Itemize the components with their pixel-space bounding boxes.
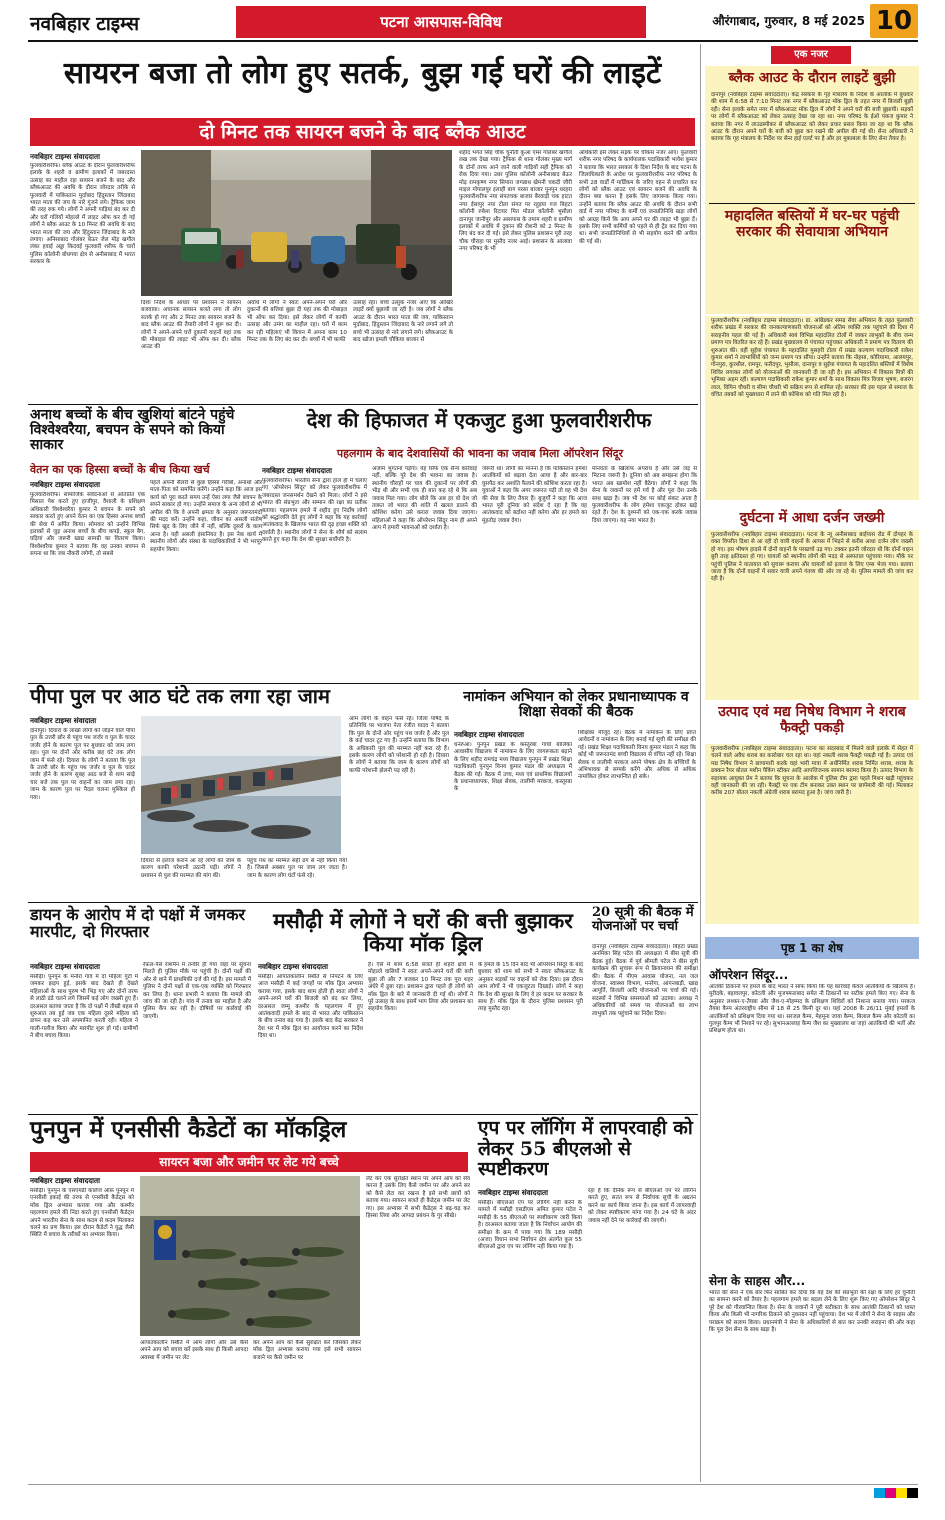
masaurhi-body-col2: है। ऐसे में शाम 6:58 बजते ही शहरी क्षेत्रों में मोहल्ले वासियों ने स्वतः अपने-अपने घरों की बत्ती बुझा ली और 7 बजकर 10 मिनट तक पूरा शहर अंधेरे में डूबा रहा। प्रशासन द्वारा पहले ही लोगों को मॉक ड्रिल के बारे में जानकारी दी गई थी। लोगों ने पूरे उत्साह के साथ इसमें भाग लिया और प्रशासन का सहयोग किया। [368, 962, 473, 1013]
witch-body-col2: रेफ़ल-पेस राशमैन में तन्वीर ही गया जहां पर सूचना मिलते ही पुलिस मौके पर पहुंची है। दोनों पक्षों की ओर से थाने में प्राथमिकी दर्ज की गई है। इस मामले में पुलिस ने दोनों पक्षों से एक-एक व्यक्ति को गिरफ्तार कर लिया है। थाना प्रभारी ने बताया कि मामले की जांच की जा रही है। गांव में तनाव का माहौल है और पुलिस कैंप कर रही है। दोषियों पर कार्रवाई की जाएगी। [143, 962, 251, 1020]
bridge-photo-jam [141, 716, 341, 854]
bridge-body-col1: दानापुर। दियारा के लाखों लोगों को जोड़ने वाले पीपा पुल के उत्तरी छोर से पहुंच पथ जर्जर व पुल के चादर जर्जर होने के कारण पुल पर बुधवार को जाम लगा रहा। पुल पर दोनों ओर करीब छह घंटे तक लोग जाम में फंसे रहे। दियारा के लोगों ने बताया कि पुल के उत्तरी छोर के पहुंच पथ जर्जर व पुल के चादर जर्जर होने के कारण सुबह आठ बजे से शाम साढ़े चार बजे तक पुल पर वाहनों का जाम लगा रहा। जाम के कारण पुल पर पैदल चलना मुश्किल हो गया। [30, 728, 135, 801]
ncc-byline: नवबिहार टाइम्स संवाददाता [30, 1176, 100, 1185]
cyan-swatch [874, 1488, 885, 1498]
masaurhi-byline: नवबिहार टाइम्स संवाददाता [258, 962, 328, 971]
twenty-point-body: दानापुर (नवबिहार टाइम्स संवाददाता)। बिहटा प्रखंड अनमिका सिंह पटेल की अध्यक्षता में बीस सूत्री की बैठक हुई। बैठक में पूर्व श्रीमती पटेल ने बीस सूत्री कार्यक्रम की सुचारू रूप से क्रियान्वयन की समीक्षा की। बैठक में पीएम आवास योजना, नल जल योजना, स्वास्थ्य विभाग, मनरेगा, आंगनबाड़ी, खाद्य आपूर्ति, बिजली आदि योजनाओं पर चर्चा की गई। सदस्यों ने विभिन्न समस्याओं को उठाया। अध्यक्ष ने अधिकारियों को समय पर योजनाओं का लाभ लाभुकों तक पहुंचाने का निर्देश दिया। [592, 944, 698, 1017]
masaurhi-body-col1: मसौढ़ी। आपातकालीन स्थिति से निपटने के लिए आज मसौढ़ी में कई जगहों पर मॉक ड्रिल अभ्यास कराया गया, इसके बाद शाम होती ही स्वतः लोगों ने अपने-अपने घरों की बिजली को बंद कर लिया, दरअसल जम्मू कश्मीर के पहलगाम में हुए आतंकवादी हमले के बाद से भारत और पाकिस्तान के बीच तनाव बढ़ गया है। इसके बाद केंद्र सरकार ने देश भर में मॉक ड्रिल का आयोजन करने का निर्देश दिया था। [258, 974, 363, 1040]
enrolment-body-col1: धनरुआ। पुनपुन प्रखंड के कस्तूरबा गांधी बालिका आवासीय विद्यालय में नामांकन के लिए जागरूकता बढ़ाने के लिए शहीद रामचंद्र मध्य विद्यालय पुनपुन में प्रखंड शिक्षा पदाधिकारी पुनपुन विनय कुमार मंडल की अध्यक्षता में बैठक की गई। बैठक में उच्च, मध्य एवं प्राथमिक विद्यालयों के प्रधानाध्यापक, शिक्षा सेवक, तालीमी मरकज, कस्तूरबा के [454, 742, 572, 793]
ncc-subhead: सायरन बजा और जमीन पर लेट गये बच्चे [30, 1152, 468, 1172]
lead-body-col1: फुलवारीशरीफ। ब्लैक आउट के दौरान फुलवारीशरीफ इलाके के शहरी व ग्रामीण इलाकों में जबरदस्त उत्साह का माहौल रहा सायरन बजने के बाद और ब्लैकआउट की अवधि के दौरान जोरदार तरीके से फुलवारी में पाकिस्तान मुर्दाबाद हिंदुस्तान जिंदाबाद भारत माता की जय के नारे गूंजने लगे। ट्रैफिक जाम की तरह रुक गये। लोगों ने अपनी गाड़ियां बंद कर दी और घरों गलियों मोहल्ले में लाइट ऑफ कर दी गई लोगों ने ब्लैक आउट के 10 मिनट की अवधि के बाद भारत माता की जय और हिंदुस्तान जिंदाबाद के नारे लगाए। अनिसाबाद गोलंबर बेऊर जेल मोड़ खगौल लंका हवाई अड्डा किदवई फुलवारी शरीफ के चारों पुलिस कॉलोनी बोधगया क्षेत्र से अनीसाबाद में भारत सरकार के [30, 163, 135, 266]
continued-story-1-headline: ऑपरेशन सिंदूर... [709, 968, 789, 982]
sidebar-story-liquor-headline: उत्पाद एवं मद्य निषेध विभाग ने शराब फैक्ट्री पकड़ी [718, 704, 906, 737]
sidebar-story-liquor-body: फुलवारीशरीफ (नवबिहार टाइम्स संवाददाता)। पटना का सदरबाद में मिलने वाले इलाके में सेहत में चलने वाले अवैध शराब का कारोबार चल रहा था। यहां नकली शराब फैक्ट्री पकड़ी गई है। उत्पाद एवं मद्य निषेध विभाग ने छापामारी करके वहां भारी मात्रा में अर्धनिर्मित शराब निर्मित शराब, शराब के ढक्कन रैपर बोतल मशीन पैकिंग स्टीकर आदि आपत्तिजनक सामान बरामद किया है। उत्पाद विभाग के सहायक आयुक्त प्रेम ने बताया कि सूचना के आलोक में पुलिस टीम द्वारा पहले मिशन खड़ी पहुंचकर वहीं जानकारी की जा रही। फैक्ट्री पर एक टीम बनाकर उक्त स्थान पर छापेमारी की गई। मिलाकर करीब 207 बोतल नकली अंग्रेजी शराब बरामद हुआ है। जांच जारी है। [705, 744, 919, 924]
ncc-body-col1: मसौढ़ी। पुनपुन के एसएमडी कॉलेज ऑफ़ पुनपुन में एनसीसी इकाई की तरफ से एनसीसी कैडेट्स को मॉक ड्रिल अभ्यास कराया गया और कश्मीर पहलगाम हमले की निंदा करते हुए एनसीसी कैडेट्स अपने भारतीय सेना के साथ कदम से कदम मिलाकर चलने का प्रण किया। इस दौरान कैडेटों ने युद्ध जैसी स्थिति में बचाव के तरीकों का अभ्यास किया। [30, 1188, 134, 1239]
unity-headline: देश की हिफाजत में एकजुट हुआ फुलवारीशरीफ [306, 408, 652, 432]
bridge-body-col3: पहुंच पथ का मरम्मत सही ढंग से नहीं किया गया है। जिससे अक्सर पुल पर जाम लग जाता है। जाम के कारण लोग घंटों फंसे रहे। [247, 858, 347, 879]
lead-headline: सायरन बजा तो लोग हुए सतर्क, बुझ गई घरों की लाइटें [63, 56, 662, 91]
newspaper-brand: नवबिहार टाइम्स [30, 13, 140, 35]
sidebar-story-accident-headline: दुर्घटना में आधा दर्जन जख्मी [739, 510, 885, 526]
witch-headline: डायन के आरोप में दो पक्षों में जमकर मारपीट, दो गिरफ्तार [30, 905, 246, 942]
magenta-swatch [885, 1488, 896, 1498]
orphans-headline: अनाथ बच्चों के बीच खुशियां बांटने पहुंचे विश्वेश्वरैया, बचपन के सपने को किया साकार [30, 407, 235, 454]
lead-photo-traffic [141, 150, 452, 296]
bridge-body-col4: आम लोगों के वाहन फंसे रहे। जिला पार्षद के प्रतिनिधि पर भाजपा नेता रंजीत यादव ने बताया कि पुल के दोनों ओर पहुंच पथ जर्जर है और पुल के कई चादर टूट गए हैं। उन्होंने बताया कि विभाग के अधिकारी पुल की मरम्मत नहीं करा रहे हैं। इसके कारण लोगों को परेशानी हो रही है। दियारा के लोगों ने बताया कि जाम के कारण लोगों को काफी परेशानी झेलनी पड़ रही है। [349, 716, 449, 774]
yellow-swatch [896, 1488, 907, 1498]
blo-body-col2: रहा है कि दैनिक रूप से बीएलओ एप पर लॉगिन करते हुए, सतत रूप से निर्वाचक सूची के अद्यतन करने का कार्य किया जाना है। इस कार्य में लापरवाही को लेकर स्पष्टीकरण मांगा गया है। 24 घंटे के अंदर जवाब नहीं देने पर कार्रवाई की जाएगी। [588, 1188, 696, 1224]
orphans-body-col1: फुलवारीशरीफ। सामाजिक संवेदनाओं से ओतप्रोत एक मिसाल पेश करते हुए हाजीपुर, वैशाली के प्रशिक्षण अधिकारी विश्वेश्वरैया कुमार ने बचपन के सपने को साकार करते हुए अपने वेतन का एक हिस्सा अनाथ बच्चों की सेवा में अर्पित किया। सोमवार को उन्होंने विभिन्न इलाकों से जुड़ अनाथ बच्चों के बीच कपड़े, स्कूल बैग, घड़ियां और जरूरी खाद्य सामग्री का वितरण किया। विश्वेश्वरैया कुमार ने बताया कि वह उनका बचपन से सपना था कि जब नौकरी लगेगी, तो सबसे [30, 492, 145, 558]
bridge-body-col2: दियारा से इलाज कराने आ रहे लोगों को जाम के कारण काफी परेशानी उठानी पड़ी। लोगों ने प्रशासन से पुल की मरम्मत की मांग की। [141, 858, 241, 879]
orphans-body-col2: पहले अपनी सैलरी से कुछ हिस्सा गरीबों, अनाथों और माता-पिता को समर्पित करेंगे। उन्होंने कहा कि आज इस कार्य को पूरा करते समय उन्हें ऐसा लगा जैसे बचपन के सपने साकार हो गए। उन्होंने समाज के अन्य लोगों से भी अपील की कि वे अपनी क्षमता के अनुसार जरूरतमंदों की मदद करें। उन्होंने कहा, जीवन का असली संतोष सिर्फ खुद के लिए जीने में नहीं, बल्कि दूसरों के काम आना है। यही असली इंसानियत है। इस नेक कार्य में स्थानीय लोगों और संस्था के पदाधिकारियों ने भी भरपूर सहयोग किया। [150, 480, 262, 553]
masaurhi-headline: मसौढ़ी में लोगों ने घरों की बत्ती बुझाकर किया मॉक ड्रिल [273, 908, 573, 956]
unity-body-col3: जरूरी था। लोगों का मानना है कि पाकिस्तान हमेशा आतंकियों को बढ़ावा देता आया है और बार-बार घुसपैठ कर अशांति फैलाने की कोशिश करता रहा है। युवाओं ने कहा कि अगर जरूरत पड़ी तो वह भी देश की सेवा के लिए तैयार हैं। बुजुर्गों ने कहा कि आज भारत पूरी दुनिया को संदेश दे रहा है कि वह आतंकवाद को बर्दाश्त नहीं करेगा और हर हमले का मुंहतोड़ जवाब देगा। [482, 466, 587, 524]
orphans-byline: नवबिहार टाइम्स संवाददाता [30, 480, 100, 489]
divider [709, 203, 915, 204]
continued-story-2-body: भारत की सेना ने एक बार फिर साबित कर दिया कि वह देश की संप्रभुता की रक्षा के लिए हर चुनौती का सामना करने को तैयार है। पहलगाम हमले का बदला लेने के लिए शुरू किए गए ऑपरेशन सिंदूर ने पूरे देश को गौरवान्वित किया है। सेना के जवानों ने पूरी सटीकता के साथ आतंकी ठिकानों को ध्वस्त किया और किसी भी नागरिक ठिकाने को नुकसान नहीं पहुंचाया। देश भर में लोगों ने सेना के साहस और पराक्रम को सलाम किया। प्रधानमंत्री ने सेना के अधिकारियों से बात कर उनकी सराहना की और कहा कि पूरा देश सेना के साथ खड़ा है। [709, 1290, 915, 1334]
bridge-byline: नवबिहार टाइम्स संवादाता [30, 716, 97, 725]
lead-body-col3: अवधि में लोगों ने स्वतः अपने-अपने घरों और दुकानों की बत्तियां बुझा दी यहां तक की मोबाइल भी ऑफ कर दिया। इसे लेकर लोगों में काफी उत्साह और उमंग का माहौल रहा। घरों में काम कर रही महिलाएं भी किचन में अपना काम 10 मिनट तक के लिए बंद कर दी। बच्चों में भी काफी [247, 300, 347, 344]
continued-banner: पृष्ठ 1 का शेष [705, 937, 919, 959]
lead-body-col4: उत्साह रहा। बच्चे उत्सुक नजर आए कि आखिर लाइटें क्यों बुझायी जा रही है। जब लोगों ने ब्लैक आउट के दौरान भारत माता की जय, पाकिस्तान मुर्दाबाद, हिंदुस्तान जिंदाबाद के नारे लगाने लगे तो बच्चे भी उत्साह से नारे लगाने लगे। ब्लैकआउट के बाद खोजा इमली चौकिया बाजार से [353, 300, 453, 344]
sidebar-story-mahadalit-headline: महादलित बस्तियों में घर-घर पहुंची सरकार की सेवायात्रा अभियान [724, 208, 900, 241]
dateline: औरंगाबाद, गुरुवार, 8 मई 2025 [712, 14, 865, 28]
unity-byline: नवबिहार टाइम्स संवाददाता [262, 466, 332, 475]
unity-body-col1: फुलवारीशरीफ। भारतीय सेना द्वारा हाल ही में चलाए गए 'ऑपरेशन सिंदूर' को लेकर फुलवारीशरीफ में जबरदस्त जनसमर्थन देखने को मिला। लोगों ने इसे भारत की संप्रभुता और सम्मान की रक्षा का प्रतीक बताया। पहलगाम हमले में शहीद हुए निर्दोष लोगों को श्रद्धांजलि देते हुए लोगों ने कहा कि यह कार्रवाई आतंकवाद के खिलाफ भारत की दृढ़ इच्छा शक्ति को दर्शाती है। स्थानीय लोगों ने सेना के शौर्य को सलाम करते हुए कहा कि देश की सुरक्षा सर्वोपरि है। [262, 478, 367, 544]
enrolment-byline: नवबिहार टाइम्स संवाददाता [454, 730, 524, 739]
row-divider [28, 902, 698, 903]
sidebar-story-mahadalit-body: फुलवारीशरीफ (नवबिहार टाइम्स संवाददाता)। डा. आंबेडकर समग्र सेवा अभियान के तहत फुलवारी शरीफ प्रखंड में सरकार की जनकल्याणकारी योजनाओं को अंतिम व्यक्ति तक पहुंचाने की दिशा में सराहनीय पहल की गई है। अधिकारी स्वयं विभिन्न महादलित टोलों में जाकर लाभुकों के बीच जन्म प्रमाण पत्र वितरित कर रहे हैं। प्रखंड मुख्यालय से पंचायत पहुंचकर अधिकारी ने प्रमाण पत्र वितरण की शुरुआत की। वहीं सुईया पंचायत के महादलित मुसहरी टोला में प्रखंड कल्याण पदाधिकारी राकेश कुमार शर्मा ने लाभार्थियों को जन्म प्रमाण पत्र सौंपा। उन्होंने बताया कि नोहसा, कोरियामा, आलमपुर, गोनपुरा, कुरथौल, रामपुर, फरीदपुर, भुसौला, दानापुर व सुईया पंचायत के महादलित बस्तियों में विशेष शिविर लगाकर लोगों को योजनाओं की जानकारी दी जा रही है। इस अभियान में विकास मित्रों की भूमिका अहम रही। कल्याण पदाधिकारी राकेश कुमार शर्मा के साथ विकास मित्र विजय भूषण, बजरंग लाल, विपिन चौधरी व सीमा चौधरी भी सक्रिय रूप से शामिल रहे। सरकार की इस पहल से समाज के वंचित तबकों को मुख्यधारा में लाने की कोशिश को गति मिल रही है। [705, 316, 919, 500]
lead-byline: नवबिहार टाइम्स संवाददाता [30, 152, 100, 161]
sidebar-story-blackout-headline: ब्लैक आउट के दौरान लाइटें बुझी [728, 70, 896, 86]
blo-headline: एप पर लॉगिंग में लापरवाही को लेकर 55 बीएलओ से स्पष्टीकरण [478, 1117, 693, 1181]
twenty-point-headline: 20 सूत्री की बैठक में योजनाओं पर चर्चा [592, 905, 694, 935]
lead-body-col2: दिशा निर्देश के आधार पर प्रशासन ने सायरन बजवाया। अचानक सायरन बजते लगा तो लोग सतर्क हो गए और 2 मिनट तक सायरन बजने के बाद ब्लैक आउट की तैयारी लोगों ने शुरू कर दी। लोगों ने अपने-अपने घरों दुकानों वाहनों वहां तक की मोबाइल की लाइट भी ऑफ कर दी। ब्लैक आउट की [141, 300, 241, 351]
unity-body-col2: अंजाम भुगतना पड़ेगा। यह सिर्फ एक सैन्य कार्रवाई नहीं, बल्कि पूरे देश की भावना का जवाब है। स्थानीय चौराहों पर चाय की दुकानों पर लोगों की भीड़ थी और सभी एक ही बात कह रहे थे कि अब जवाब मिल गया। लोग बोले कि अब हर वो देश जो ताकत जो भारत की शांति में खलल डालने की कोशिश करेगा उसे करारा जवाब दिया जाएगा। महिलाओं ने कहा कि ऑपरेशन सिंदूर नाम ही अपने आप में हमारी भावनाओं को दर्शाता है। [372, 466, 477, 532]
bridge-headline: पीपा पुल पर आठ घंटे तक लगा रहा जाम [30, 684, 330, 708]
witch-body-col1: मसौढ़ी। पुनपुन के मनोरा गांव में दो महिला गुटों में जमकर झड़प हुई, इसके बाद देखते ही देखते महिलाओं के साथ पुरुष भी भिड़ गए और दोनों तरफ से लाठी डंडे चलने लगे जिसमें कई लोग जख्मी हुए हैं। दरअसल बताया जाता है कि दो पक्षों में तीखी बहस से शुरुआत तब हुई जब एक महिला दूसरे महिला को डायन कह कर उसे अपमानित करती रही। महिला ने गाली-गलौज किया और मारपीट शुरू हो गई। ग्रामीणों ने बीच बचाव किया। [30, 974, 138, 1040]
ncc-photo-drill [140, 1176, 360, 1336]
page-number-badge: 10 [870, 4, 918, 38]
color-registration-bar [874, 1488, 918, 1498]
black-swatch [907, 1488, 918, 1498]
row-divider [28, 404, 698, 405]
continued-story-2-headline: सेना के साहस और... [709, 1274, 806, 1288]
enrolment-body-col2: शिक्षिका मौजूद रहे। बैठक में नामांकन के लिए प्राप्त आवेदनों व नामांकन के लिए बनाई गई सूची की समीक्षा की गई। प्रखंड शिक्षा पदाधिकारी विनय कुमार मंडल ने कहा कि कोई भी जरूरतमंद बच्ची विद्यालय से वंचित नहीं रहे। शिक्षा सेवक व तालीमी मरकज अपने पोषक क्षेत्र के बच्चियों के अभिभावक से सम्पर्क करेंगे और अधिक से अधिक नामांकित होकर लाभान्वित हो सके। [578, 730, 696, 781]
ncc-body-col2: आपातकालीन स्थिति में आम लोगों और उसे कैसे अपने आप को बचाव करें इसके साथ ही किसी आपदा अवस्था में जमीन पर लेट [140, 1340, 248, 1361]
masthead [0, 0, 945, 40]
sidebar-tag: एक नजर [771, 46, 851, 64]
masthead-rule [28, 40, 918, 42]
lead-body-col6: अधिकारी इसे लेकर सड़क पर चौकस नजर आए। फुलवारी शरीफ नगर परिषद के कार्यपालक पदाधिकारी भावेश कुमार ने बताया कि भारत सरकार के दिशा निर्देश के बाद पटना के जिलाधिकारी के आदेश पर फुलवारीशरीफ नगर परिषद के सभी 28 वार्डों में मार्डिकम के जरिए वहन से प्रचारित कर लोगों को ब्लैक आउट एवं सायरन बजने की अवधि के दौरान क्या करना है इसके लिए जागरूक किया गया। उन्होंने बताया कि ब्लैक आउट की अवधि के दौरान सभी वार्ड में नगर परिषद के कर्मी एवं जनप्रतिनिधि खड़ा लोगों को आग्रह किये कि आप अपने घर की लाइट भी बुझा दें। इसके लिए सभी कर्मियों को पहले से ही ट्रेंड कर दिया गया था। सभी जनप्रतिनिधियों से भी सहयोग करने की अपील की गई थी। [579, 150, 697, 245]
enrolment-headline: नामांकन अभियान को लेकर प्रधानाध्यापक व शिक्षा सेवकों की बैठक [463, 689, 689, 721]
witch-byline: नवबिहार टाइम्स संवाददाता [30, 962, 100, 971]
blo-byline: नवबिहार टाइम्स संवाददाता [478, 1188, 548, 1197]
footer-rule [28, 1484, 918, 1485]
blo-body-col1: मसौढ़ी। बीएलओ एप पर लॉगिंग नहीं करने के मामले में मसौढ़ी एसडीएम अमित कुमार पटेल ने मसौढ़ी के 55 बीएलओ पर स्पष्टीकरण जारी किया है। दरअसल बताया जाता है कि निर्वाचन आयोग की समीक्षा के क्रम में पाया गया कि 189 मसौढ़ी (अजा) विधान सभा निर्वाचन क्षेत्र अंतर्गत कुल 55 बीएलओ द्वारा एप पर लॉगिंग नहीं किया गया है। [478, 1200, 582, 1251]
ncc-body-col4: लेट कर एक सुरक्षित स्थान पर अपने आप को सेव करना है उसके लिए कैसे जमीन पर और अपने सर को कैसे लेटा कर रखना है इसे सभी छात्रों को बताया गया। सायरन बजते ही कैडेट्स जमीन पर लेट गए। इस अभ्यास में सभी कैडेट्स ने बढ़-चढ़ कर हिस्सा लिया और आपदा प्रबंधन के गुर सीखे। [366, 1176, 470, 1220]
section-title: पटना आसपास-विविध [236, 6, 646, 38]
lead-subhead: दो मिनट तक सायरन बजने के बाद ब्लैक आउट [30, 118, 695, 146]
sidebar-story-blackout-box [705, 66, 919, 314]
sidebar [700, 44, 918, 1482]
ncc-headline: पुनपुन में एनसीसी कैडेटों का मॉकड्रिल [30, 1116, 347, 1143]
unity-subhead: पहलगाम के बाद देशवासियों की भावना का जवाब मिला ऑपरेशन सिंदूर [336, 447, 624, 460]
orphans-subhead: वेतन का एक हिस्सा बच्चों के बीच किया खर्च [30, 463, 210, 476]
row-divider [28, 1114, 698, 1115]
continued-story-1-body: आतंकी ठिकानों पर हमले के बाद भारत ने साफ किया कि यह कार्रवाई केवल आतंकियों के खिलाफ है। मुरीदके, बहावलपुर, कोटली और मुजफ्फराबाद समेत नौ ठिकानों पर सटीक हमले किए गए। सेना के अनुसार लश्कर-ए-तैयबा और जैश-ए-मोहम्मद के प्रशिक्षण शिविरों को निशाना बनाया गया। मरकज तैयबा कैम्प अंतरराष्ट्रीय सीमा से 18 से 25 किमी दूर था। यहां 2008 के 26/11 मुंबई हमलों के आतंकियों को प्रशिक्षण दिया गया था। सरजल कैम्प, मेहमूना जाया कैम्प, बिलाल कैम्प और कोटली का गुलपुर कैम्प भी निशाने पर रहे। सुभानअल्लाह कैम्प जैश का मुख्यालय था जहां आतंकियों की भर्ती और प्रशिक्षण होता था। [709, 984, 915, 1035]
sidebar-story-accident-body: फुलवारीशरीफ (नवबिहार टाइम्स संवाददाता)। पटना के न्यू अनीसाबाद बाईपास रोड में दोपहर के वक्त विपरीत दिशा से आ रही दो यात्री वाहनों के आपस में भिड़ने से करीब आधा दर्जन लोग जख्मी हो गए। इस भीषण हादसे में दोनों वाहनों के परखच्चे उड़ गए। टक्कर इतनी जोरदार थी कि दोनों वाहन बुरी तरह क्षतिग्रस्त हो गए। घायलों को स्थानीय लोगों की मदद से अस्पताल पहुंचाया गया। मौके पर पहुंची पुलिस ने यातायात को सुचारू कराया और घायलों को इलाज के लिए एम्स भेजा गया। बताया जाता है कि दोनों वाहनों में सवार यात्री अपने गंतव्य की ओर जा रहे थे। पुलिस मामले की जांच कर रही है। [705, 530, 919, 700]
ncc-body-col3: कर अपने आप को कैसे सुरक्षित करें जिसको लेकर मॉक ड्रिल अभ्यास कराया गया इसे सभी सायरन बजाने पर कैसे जमीन पर [253, 1340, 361, 1361]
masaurhi-body-col3: के हमले के 15 दिन बाद भी ऑपरेशन सिंदूर के बाद बुधवार को शाम को सभी ने स्वतः ब्लैकआउट के अनुसार सड़कों पर वाहनों को रोक दिया। इस दौरान आम लोगों ने भी एकजुटता दिखाई। लोगों ने कहा कि देश की सुरक्षा के लिए वे हर कदम पर सरकार के साथ हैं। मॉक ड्रिल के दौरान पुलिस प्रशासन पूरी तरह मुस्तैद रहा। [478, 962, 583, 1013]
sidebar-story-blackout-body: दानापुर (नवबिहार टाइम्स संवाददाता)। केंद्र सरकार के गृह मंत्रालय के निर्देश के आलोक में बुधवार की शाम में 6:58 से 7:10 मिनट तक नगर में ब्लैकआउट मॉक ड्रिल के तहत नगर में बिजली बुझी रही। सेना इलाके समेत नगर में ब्लैकआउट मॉक ड्रिल में लोगों ने अपने घरों की बत्ती बुझायी। सड़कों पर लोगों में ब्लैकआउट को लेकर उत्साह देखा जा रहा था। नगर परिषद के ईओ पंकज कुमार ने बताया कि नगर में लाउडस्पीकर से ब्लैकआउट को लेकर प्रचार प्रसार किया जा रहा था कि ब्लैक आउट के दौरान अपने घरों के बत्ती को बुझा कर रखने की अपील की गई थी। सेना अधिकारी ने बताया कि गृह मंत्रालय के निर्देश पर सेना हाई एलर्ट पर है और हर मुकाबला के लिए सेना तैयार है। [711, 92, 913, 143]
lead-body-col5: शहीद भगत सिंह चौक चुनौती कुआं एम्स गोलंबर खगौल लख तक देखा गया। ट्रैफिक से थाना गोलंबर मुख्य मार्ग के दोनों तरफ आने जाने वाली गाड़ियों सही ट्रैफिक को रोक दिया गया। उधर पुलिस कॉलोनी अनीसाबाद बेऊर मोड़ रामकृष्ण नगर सिपारा जगन्नाथ खेमनी चकदी जौरी माइल गोपालपुर इलाही बाग परसा बाजार पुनपुन धरहरा फुलवारीशरीफ नया संपतचक बाजार बैरवाड़ी चक हाटत नगर ईसापुर नया टोला संगत पर रहुइया गज बिहटा कॉलोनी रुकेश रिटायर मित मोडल कॉलोनी भुसौला दानापुर जानीपुर और आसपास के तमाम शहरी व ग्रामीण इलाकों में अवधि में दुकान की रोशनी को 2 मिनट के लिए बंद कर दी गई। इसे लेकर पुलिस प्रशासन पूरी तरह चौक चौराहा पर मुस्तैद नजर आई। प्रशासन के आलावा नगर परिषद के भी [459, 150, 572, 253]
unity-body-col4: मानवता के खिलाफ अपराध है और उसे जड़ से मिटाना जरूरी है। दुनिया को अब समझना होगा कि भारत अब खामोश नहीं बैठेगा। लोगों ने कहा कि सेना के जवानों पर हमें गर्व है और पूरा देश उनके साथ खड़ा है। जब भी देश पर कोई संकट आता है फुलवारीशरीफ के लोग हमेशा एकजुट होकर खड़े रहते हैं। देश के दुश्मनों को एक-एक करके जवाब दिया जाएगा। यह नया भारत है। [592, 466, 697, 524]
